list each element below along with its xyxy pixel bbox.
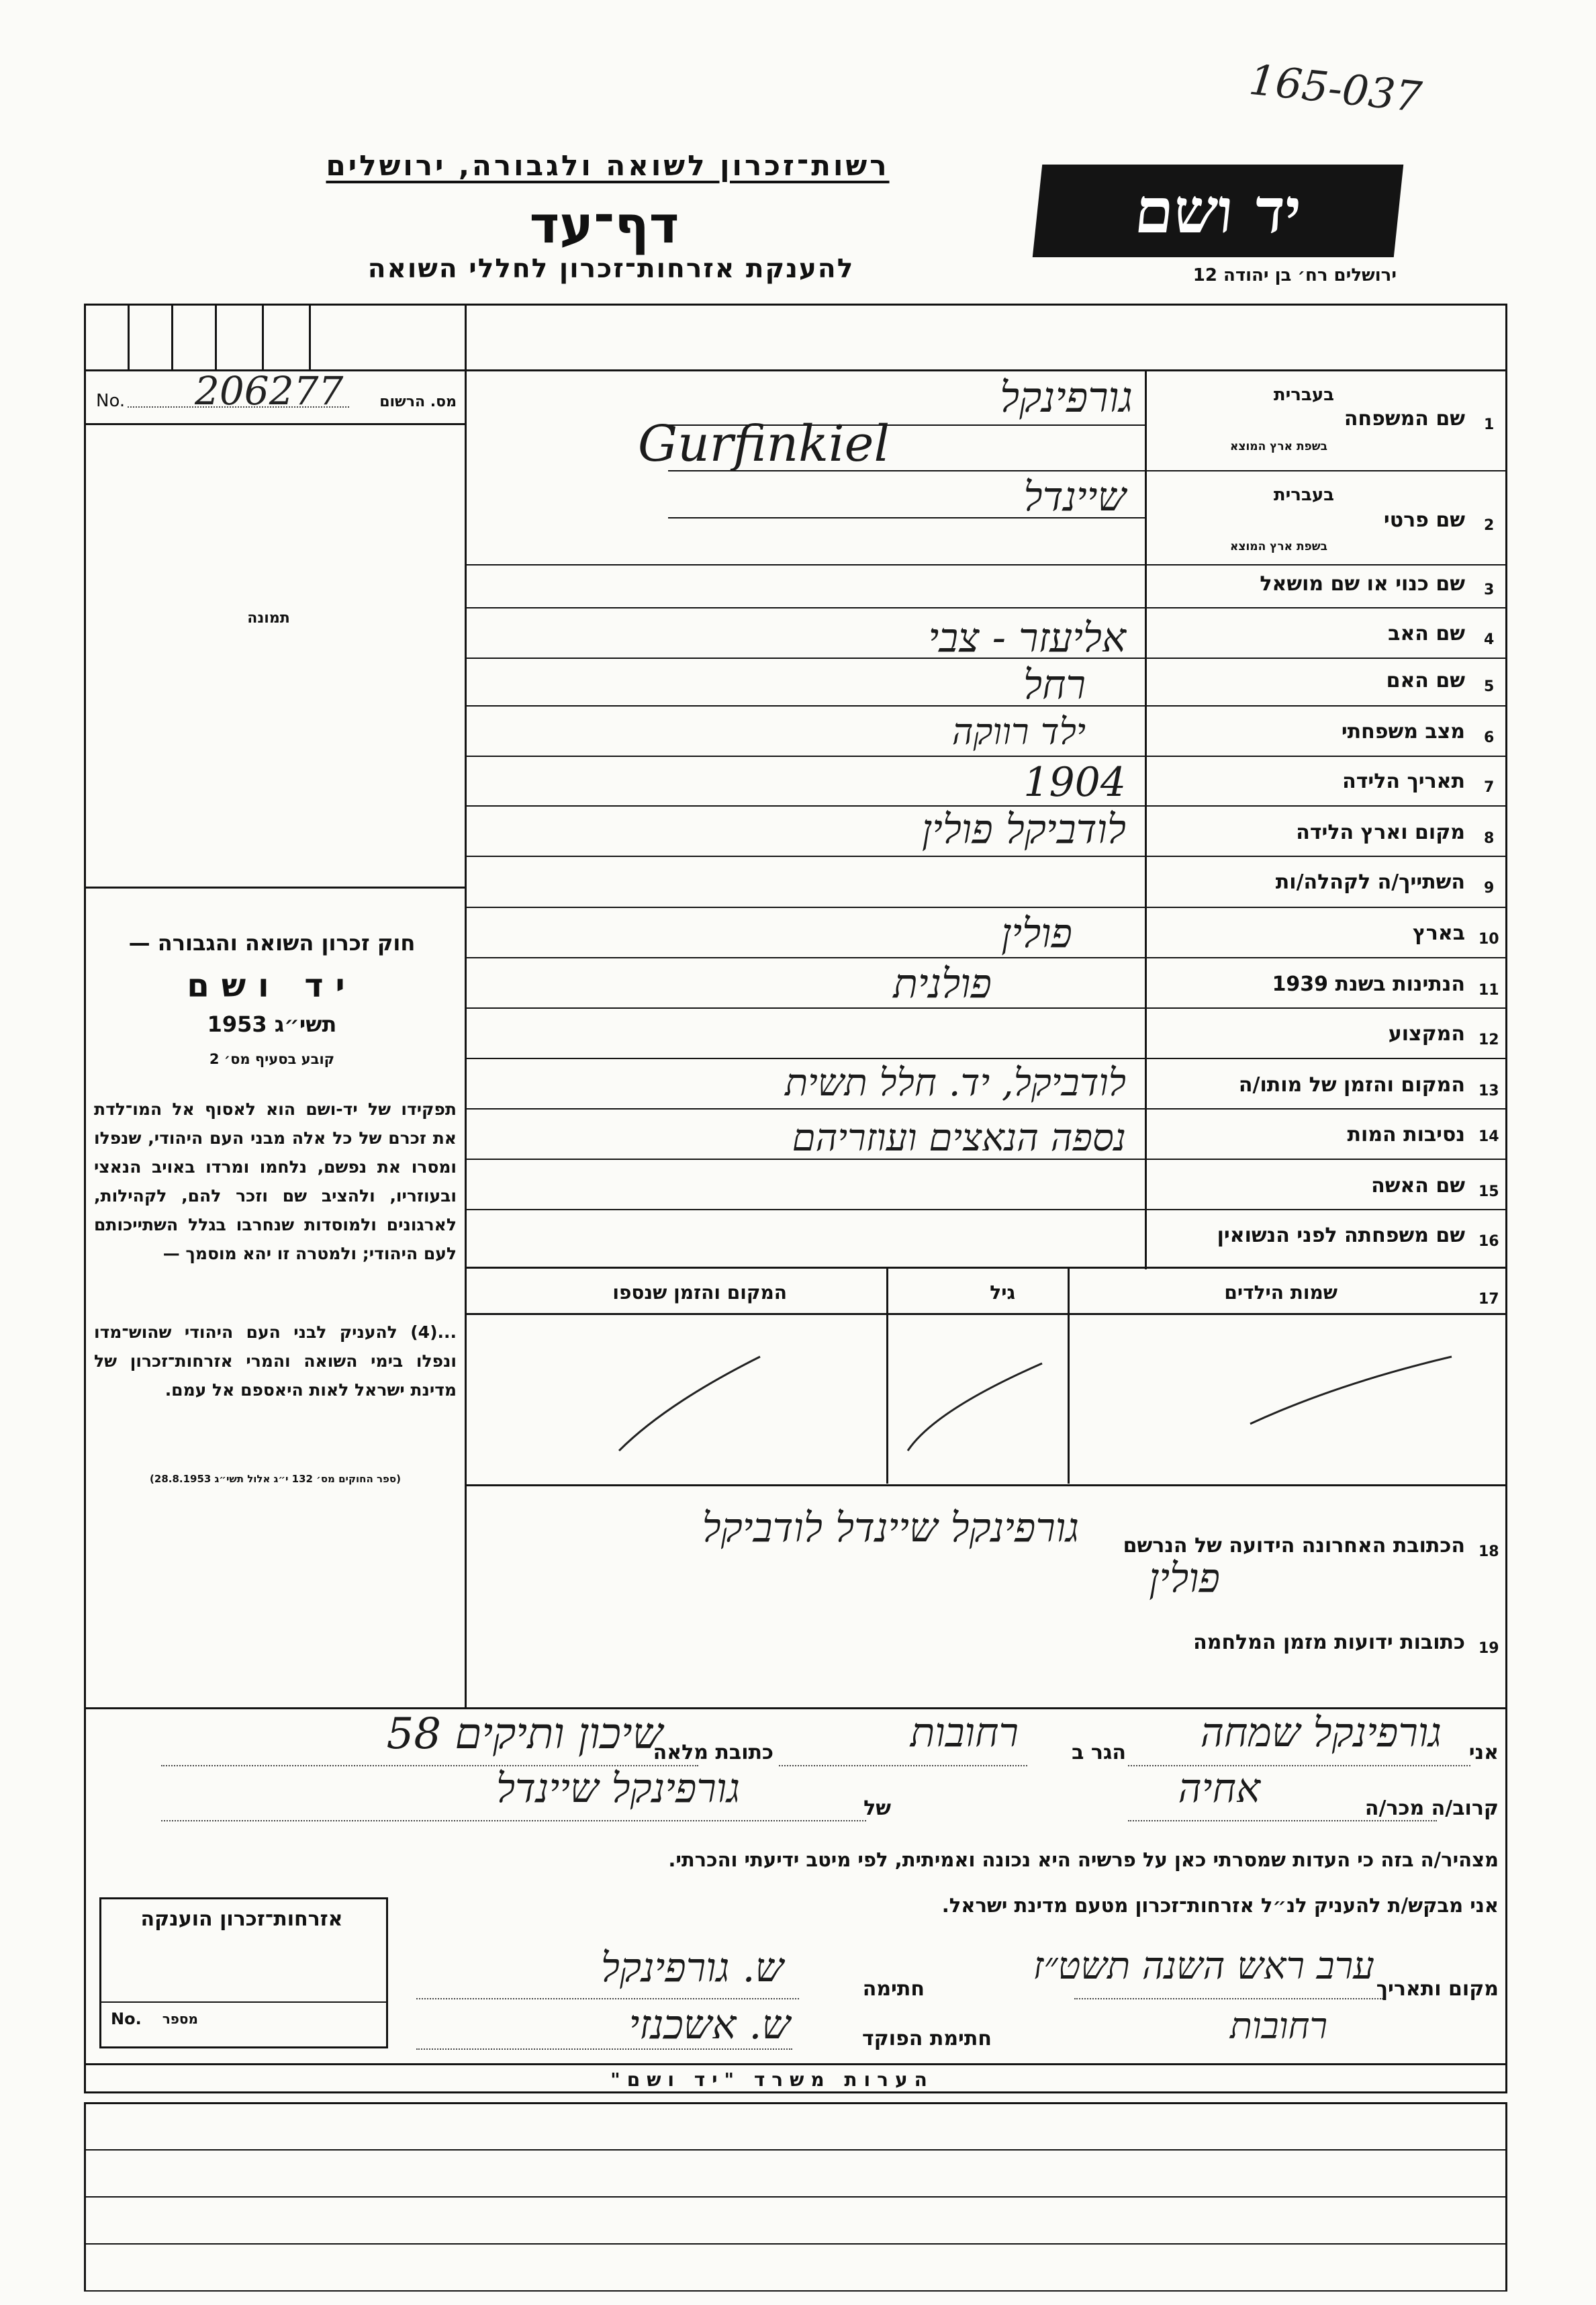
field-14-number: 14 — [1478, 1128, 1499, 1145]
field-18-number: 18 — [1478, 1543, 1499, 1560]
field-11-number: 11 — [1478, 982, 1499, 999]
field-1-value-origin: Gurfinkiel — [638, 415, 890, 473]
logo-address: ירושלים רח׳ בן יהודה 12 — [1192, 265, 1397, 285]
field-7-value: 1904 — [1023, 759, 1126, 806]
children-place-header: המקום והזמן שנספו — [612, 1281, 787, 1304]
field-4-number: 4 — [1484, 631, 1495, 648]
declarant-label: אני — [1468, 1741, 1499, 1764]
field-1-number: 1 — [1484, 416, 1495, 433]
field-1-hebrew-tag: בעברית — [1273, 385, 1334, 405]
lives-in-label: הגר ב — [1072, 1741, 1126, 1764]
field-4-value: אליעזר - צבי — [928, 615, 1126, 662]
statement-2: אני מבקש/ת להעניק לנ״ל אזרחות־זכרון מטעם מדינת ישראל. — [941, 1894, 1499, 1917]
field-19-number: 19 — [1478, 1640, 1499, 1657]
photo-label: תמונה — [247, 610, 290, 627]
field-3-number: 3 — [1484, 582, 1495, 598]
officer-signature-label: חתימת הפוקד — [862, 2027, 992, 2050]
field-4-label: שם האב — [1388, 622, 1465, 645]
field-15-label: שם האשה — [1371, 1174, 1465, 1197]
grant-box-number-he: מספר — [162, 2011, 198, 2027]
field-12-label: המקצוע — [1388, 1022, 1465, 1046]
registration-no-prefix: No. — [96, 391, 126, 411]
law-title: חוק זכרון השואה והגבורה — — [128, 930, 416, 956]
logo-text: יד ושם — [1131, 175, 1305, 247]
grant-box-number-en: No. — [111, 2009, 142, 2028]
field-16-number: 16 — [1478, 1233, 1499, 1250]
relation-value: אחיה — [1178, 1765, 1260, 1812]
field-1-value-hebrew: גורפינקל — [1000, 373, 1133, 422]
law-section-ref: קובע בסעיף מס׳ 2 — [209, 1051, 335, 1067]
field-9-label: השתייך/ה לקהלה/ות — [1275, 870, 1465, 894]
field-13-number: 13 — [1478, 1083, 1499, 1099]
relation-label: קרוב/ה מכר/ה — [1364, 1797, 1499, 1820]
field-8-value: לודביקל פולין — [921, 806, 1126, 853]
of-value: גורפינקל שיינדל — [496, 1765, 740, 1812]
form-title: דף־עד — [529, 195, 679, 255]
field-2-origin-tag: בשפת ארץ המוצא — [1229, 540, 1327, 553]
field-8-number: 8 — [1484, 830, 1495, 847]
field-7-label: תאריך הלידה — [1342, 770, 1465, 793]
last-address-label: הכתובת האחרונה הידועה של הנרשם — [1123, 1534, 1465, 1557]
children-names-header: שמות הילדים — [1224, 1281, 1337, 1304]
field-6-label: מצב משפחתי — [1341, 720, 1465, 743]
law-citation: (ספר החוקים מס׳ 132 י״ג אלול תשי״ג 28.8.1953) — [150, 1473, 401, 1485]
field-5-value: רחל — [1023, 662, 1086, 709]
field-14-value: נספה הנאצים ועוזריהם — [792, 1116, 1126, 1160]
place-date-label: מקום ותאריך — [1376, 1977, 1499, 2001]
children-age-header: גיל — [990, 1281, 1015, 1304]
field-1-origin-tag: בשפת ארץ המוצא — [1229, 440, 1327, 453]
field-2-number: 2 — [1484, 517, 1495, 534]
field-13-value: לודביקל, יד. חלל תשית — [784, 1061, 1126, 1105]
field-10-value: פולין — [1001, 910, 1072, 957]
field-12-number: 12 — [1478, 1032, 1499, 1048]
law-year: תשי״ג 1953 — [207, 1011, 337, 1037]
place-date-value: ערב ראש השנה תשט״ז — [1033, 1944, 1374, 1988]
field-8-label: מקום וארץ הלידה — [1296, 821, 1465, 844]
field-3-label: שם כנוי או שם מושאל — [1260, 572, 1465, 596]
field-10-label: בארץ — [1412, 921, 1465, 945]
signature-label: חתימה — [862, 1977, 925, 2001]
yad-vashem-logo — [1033, 165, 1404, 257]
field-2-value: שיינדל — [1023, 473, 1126, 521]
field-5-number: 5 — [1484, 678, 1495, 695]
field-14-label: נסיבות המות — [1347, 1123, 1465, 1146]
archive-stamp-number: 165-037 — [1246, 54, 1424, 122]
full-address-value: שיכון ותיקים 58 — [386, 1709, 663, 1759]
children-strike-marks — [465, 1316, 1507, 1484]
registration-label: מס. הרשום — [379, 394, 457, 410]
field-13-label: המקום והזמן של מותו/ה — [1238, 1073, 1465, 1097]
of-label: של — [863, 1797, 891, 1820]
field-2-label: שם פרטי — [1383, 508, 1465, 532]
statement-1: מצהיר/ה בזה כי העדות שמסרתי כאן על פרשיה היא נכונה ואמיתית, לפי מיטב ידיעתי והכרתי. — [668, 1848, 1499, 1871]
registration-number: 206277 — [195, 368, 344, 414]
field-15-number: 15 — [1478, 1183, 1499, 1200]
place-date-value-2: רחובות — [1229, 2005, 1327, 2047]
lives-in-value: רחובות — [910, 1709, 1019, 1756]
grant-box-title: אזרחות־זכרון הוענקה — [140, 1907, 343, 1931]
law-name: יד ושם — [187, 967, 357, 1005]
field-2-hebrew-tag: בעברית — [1273, 485, 1334, 505]
law-paragraph-1: תפקידו של יד-ושם הוא לאסוף אל המו־לדת את זכרם של כל אלה מבני העם היהודי, שנפלו ומסרו את נפשם, נלחמו ומרדו באויב הנאצי ובעוזריו, ולהציב שם וזכר להם, לקהילות, לארגונים ולמוסדות שנחרבו בגלל השתייכותם לעם היהודי; ולמטרה זו יהא מוסמך — — [94, 1099, 457, 1263]
signature-value: ש. גורפינקל — [600, 1944, 784, 1991]
full-address-label: כתובת מלאה — [653, 1741, 773, 1764]
field-16-label: שם משפחתה לפני הנשואין — [1217, 1224, 1465, 1247]
field-6-number: 6 — [1484, 729, 1495, 746]
field-6-value: ילד רווקה — [951, 711, 1086, 753]
field-9-number: 9 — [1484, 880, 1495, 897]
authority-name: רשות־זכרון לשואה ולגבורה, ירושלים — [326, 149, 890, 182]
war-addresses-label: כתובות ידועות מזמן המלחמה — [1193, 1631, 1465, 1654]
field-10-number: 10 — [1478, 931, 1499, 948]
field-17-number: 17 — [1478, 1291, 1499, 1308]
field-11-label: הנתינות בשנת 1939 — [1272, 973, 1465, 996]
field-7-number: 7 — [1484, 779, 1495, 796]
office-notes-title: הערות משרד "יד ושם" — [610, 2069, 934, 2091]
last-address-value-2: פולין — [1149, 1555, 1220, 1602]
last-address-value: גורפינקל שיינדל לודביקל — [702, 1504, 1079, 1551]
field-1-label: שם המשפחה — [1344, 407, 1465, 431]
law-paragraph-2: ...(4) להעניק לבני העם היהודי שהוש־מדו ונפלו בימי השואה והמרי אזרחות־זכרון של מדינת ישראל לאות היאספם אל עמם. — [94, 1322, 457, 1400]
field-11-value: פולנית — [893, 960, 992, 1007]
field-5-label: שם האם — [1386, 669, 1465, 692]
declarant-name: גורפינקל שמחה — [1200, 1709, 1442, 1756]
form-subtitle: להענקת אזרחות־זכרון לחללי השואה — [367, 254, 855, 284]
officer-signature-value: ש. אשכנזי — [628, 2001, 790, 2048]
